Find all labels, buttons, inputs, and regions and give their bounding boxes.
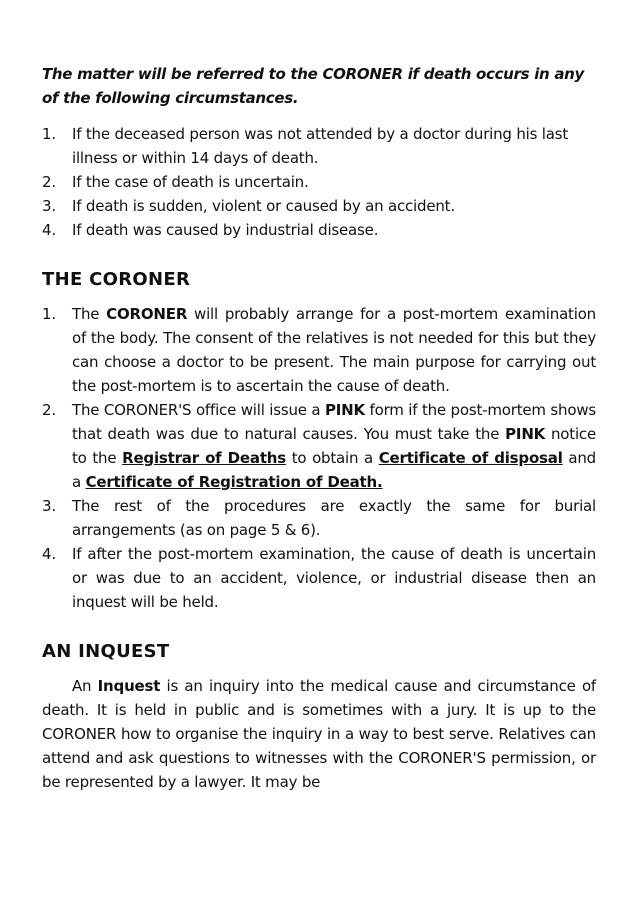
item-number: 2. [42,401,56,419]
item-number: 4. [42,221,56,239]
item-text: If the deceased person was not attended by a doctor during his last illness or within 14 days of death. [72,125,569,167]
item-text-mid: form if the post-mortem shows that death was due to natural causes. You must take the [72,401,597,443]
para-text-start: An [72,677,98,695]
item-text: The rest of the procedures are exactly the same for burial arrangements (as on page 5 & 6). [72,497,596,539]
item-text-mid: to obtain a [286,449,379,467]
item-number: 1. [42,305,56,323]
item-text: If the case of death is uncertain. [72,173,309,191]
underlined-term: Registrar of Deaths [122,449,286,467]
list-item [42,194,596,218]
coroner-list [42,302,596,614]
item-number: 1. [42,125,56,143]
inquest-heading: AN INQUEST [42,641,170,662]
item-text: If death is sudden, violent or caused by an accident. [72,197,455,215]
item-text-rest: will probably arrange for a post-mortem examination of the body. The consent of the relatives is not needed for this but they can choose a doctor to be present. The main purpose for carrying out the post-mortem is to ascertain the cause of death. [72,305,596,395]
coroner-heading: THE CORONER [42,269,191,290]
list-item [42,170,596,194]
intro-text: The matter will be referred to the CORONER if death occurs in any of the following circumstances. [42,65,585,107]
item-number: 3. [42,497,56,515]
bold-term: Inquest [97,677,161,695]
item-text: If death was caused by industrial disease. [72,221,379,239]
circumstances-list [42,122,596,242]
para-text-rest: is an inquiry into the medical cause and circumstance of death. It is held in public and is sometimes with a jury. It is up to the CORONER how to organise the inquiry in a way to best serve. Relatives can attend and ask questions to witnesses with the CORONER'S permission, or be represented by a lawyer. It may be [42,677,596,791]
item-text: If after the post-mortem examination, the cause of death is uncertain or was due to an accident, violence, or industrial disease then an inquest will be held. [72,545,596,611]
list-item [42,542,596,614]
list-item [42,218,596,242]
underlined-term: Certificate of disposal [378,449,563,467]
list-item [42,122,596,170]
item-text-mid: and a [72,449,596,491]
list-item [42,302,596,398]
underlined-term: Certificate of Registration of Death. [85,473,383,491]
item-number: 4. [42,545,56,563]
item-number: 2. [42,173,56,191]
item-number: 3. [42,197,56,215]
list-item [42,494,596,542]
list-item [42,398,596,494]
item-text-start: The CORONER'S office will issue a [72,401,325,419]
inquest-paragraph [42,674,596,794]
bold-term: PINK [325,401,365,419]
item-text-mid: notice to the [72,425,596,467]
item-text-start: The [72,305,107,323]
bold-term: CORONER [106,305,188,323]
bold-term: PINK [505,425,546,443]
